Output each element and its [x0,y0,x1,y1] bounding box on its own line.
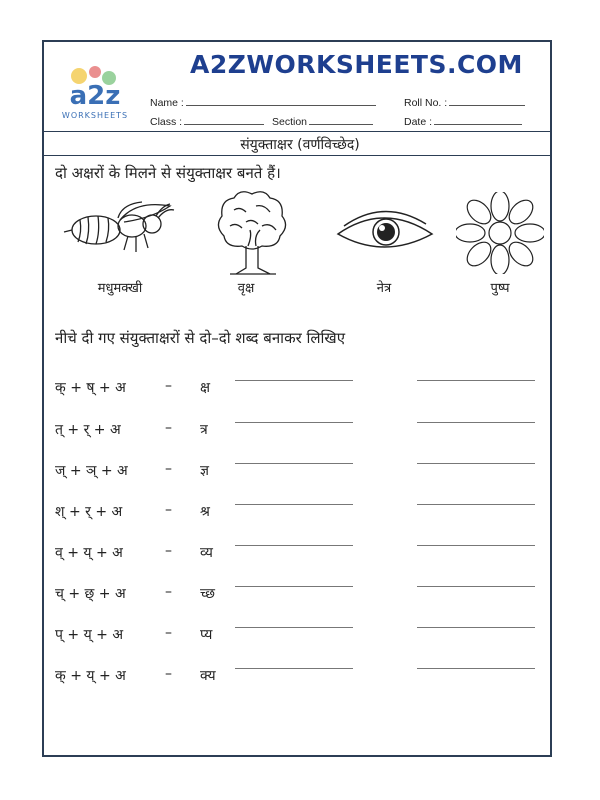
answer-line-2[interactable] [417,668,535,669]
instruction-text: नीचे दी गए संयुक्ताक्षरों से दो–दो शब्द बनाकर लिखिए [55,329,345,347]
section-label: Section [272,116,308,128]
name-field[interactable] [150,96,376,109]
answer-line-2[interactable] [417,504,535,505]
answer-line-1[interactable] [235,422,353,423]
formula: श् + र् + अ [55,504,123,520]
dash: – [165,420,172,436]
dash: – [165,461,172,477]
dash: – [165,584,172,600]
answer-line-1[interactable] [235,627,353,628]
answer-line-1[interactable] [235,586,353,587]
dash: – [165,378,172,394]
conjunct: क्य [200,668,216,684]
answer-line-2[interactable] [417,422,535,423]
logo-text: a2z [69,81,121,111]
dash: – [165,543,172,559]
bee-icon [62,196,180,258]
formula: व् + य् + अ [55,545,123,561]
formula: च् + छ् + अ [55,586,126,602]
conjunct: त्र [200,422,208,438]
formula: क् + ष् + अ [55,380,126,396]
conjunct: च्छ [200,586,215,602]
class-field[interactable] [150,115,264,128]
site-title: A2ZWORKSHEETS.COM [190,50,523,79]
section-field[interactable] [272,115,373,128]
answer-line-1[interactable] [235,380,353,381]
date-field[interactable] [404,115,522,128]
a2z-logo [55,62,135,124]
conjunct: श्र [200,504,210,520]
class-label: Class : [150,116,183,128]
logo-subtext: WORKSHEETS [61,111,129,120]
eye-icon [334,208,436,258]
flower-icon [456,192,544,274]
conjunct: ज्ञ [200,463,209,479]
answer-line-1[interactable] [235,668,353,669]
dash: – [165,502,172,518]
picture-label-eye: नेत्र [376,281,392,296]
dash: – [165,625,172,641]
worksheet-title: संयुक्ताक्षर (वर्णविच्छेद) [240,137,360,153]
conjunct: प्य [200,627,213,643]
answer-line-2[interactable] [417,627,535,628]
answer-line-2[interactable] [417,463,535,464]
formula: त् + र् + अ [55,422,121,438]
date-label: Date : [404,116,433,128]
name-label: Name : [150,97,184,109]
picture-label-tree: वृक्ष [237,281,255,296]
roll-field[interactable] [404,96,525,109]
conjunct: क्ष [200,380,211,396]
formula: ज् + ञ् + अ [55,463,128,479]
title-divider [44,155,550,156]
roll-label: Roll No. : [404,97,448,109]
picture-label-flower: पुष्प [490,281,510,296]
answer-line-2[interactable] [417,380,535,381]
tree-icon [212,186,292,276]
formula: क् + य् + अ [55,668,126,684]
answer-line-1[interactable] [235,545,353,546]
answer-line-2[interactable] [417,545,535,546]
answer-line-2[interactable] [417,586,535,587]
intro-text: दो अक्षरों के मिलने से संयुक्ताक्षर बनते हैं। [55,164,281,182]
header-divider [44,131,550,132]
answer-line-1[interactable] [235,504,353,505]
formula: प् + य् + अ [55,627,124,643]
picture-label-bee: मधुमक्खी [97,281,143,296]
answer-line-1[interactable] [235,463,353,464]
conjunct: व्य [200,545,213,561]
dash: – [165,666,172,682]
